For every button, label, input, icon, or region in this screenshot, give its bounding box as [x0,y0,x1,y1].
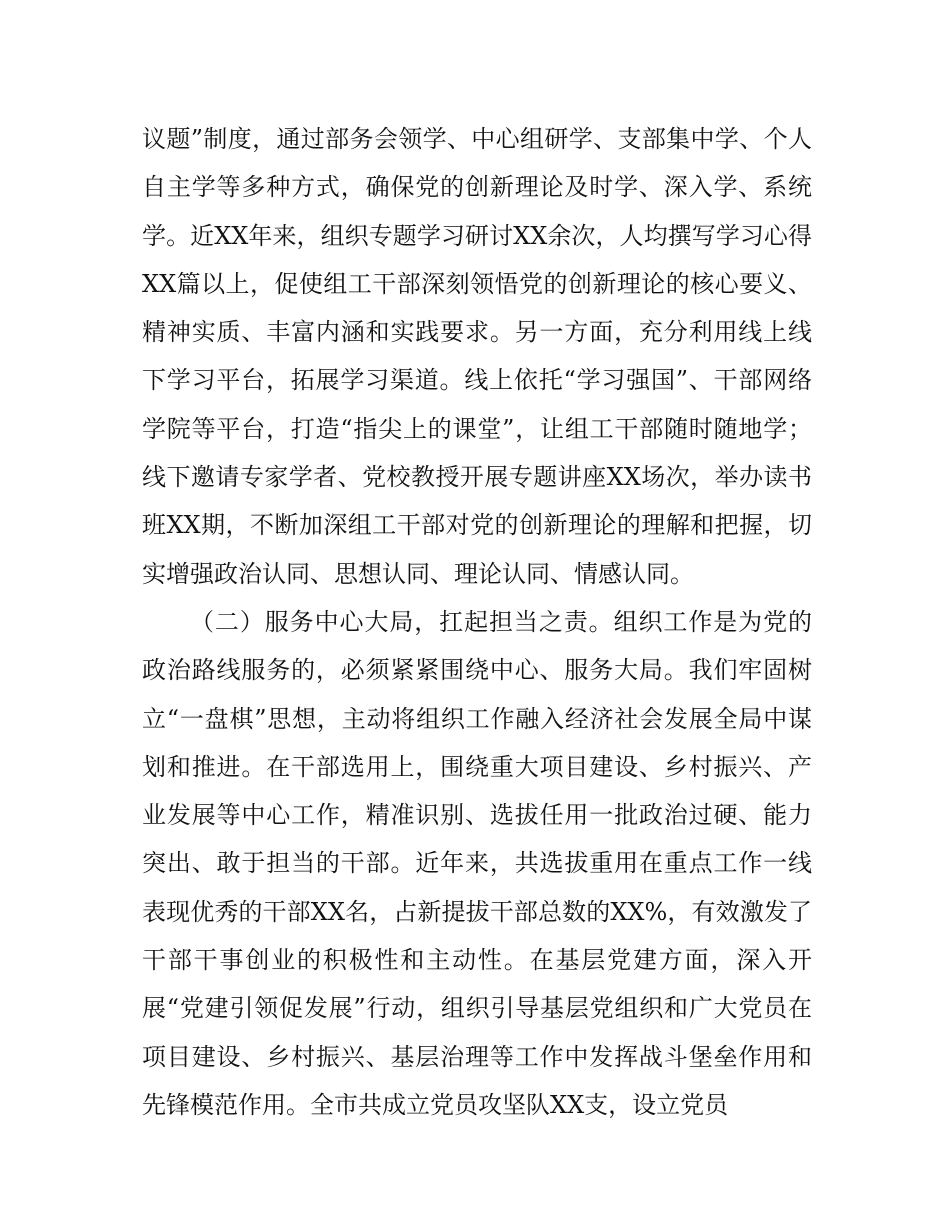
paragraph-continuation: 议题”制度，通过部务会领学、中心组研学、支部集中学、个人自主学等多种方式，确保党的创新理论及时学、深入学、系统学。近XX年来，组织专题学习研讨XX余次，人均撰写学习心得XX篇以上，促使组工干部深刻领悟党的创新理论的核心要义、精神实质、丰富内涵和实践要求。另一方面，充分利用线上线下学习平台，拓展学习渠道。线上依托“学习强国”、干部网络学院等平台，打造“指尖上的课堂”，让组工干部随时随地学；线下邀请专家学者、党校教授开展专题讲座XX场次，举办读书班XX期，不断加深组工干部对党的创新理论的理解和把握，切实增强政治认同、思想认同、理论认同、情感认同。 [142,125,812,588]
paragraph-section-2: （二）服务中心大局，扛起担当之责。组织工作是为党的政治路线服务的，必须紧紧围绕中心、服务大局。我们牢固树立“一盘棋”思想，主动将组织工作融入经济社会发展全局中谋划和推进。在干部选用上，围绕重大项目建设、乡村振兴、产业发展等中心工作，精准识别、选拔任用一批政治过硬、能力突出、敢于担当的干部。近年来，共选拔重用在重点工作一线表现优秀的干部XX名，占新提拔干部总数的XX%，有效激发了干部干事创业的积极性和主动性。在基层党建方面，深入开展“党建引领促发展”行动，组织引导基层党组织和广大党员在项目建设、乡村振兴、基层治理等工作中发挥战斗堡垒作用和先锋模范作用。全市共成立党员攻坚队XX支，设立党员 [142,607,812,1119]
document-body [142,115,812,1129]
